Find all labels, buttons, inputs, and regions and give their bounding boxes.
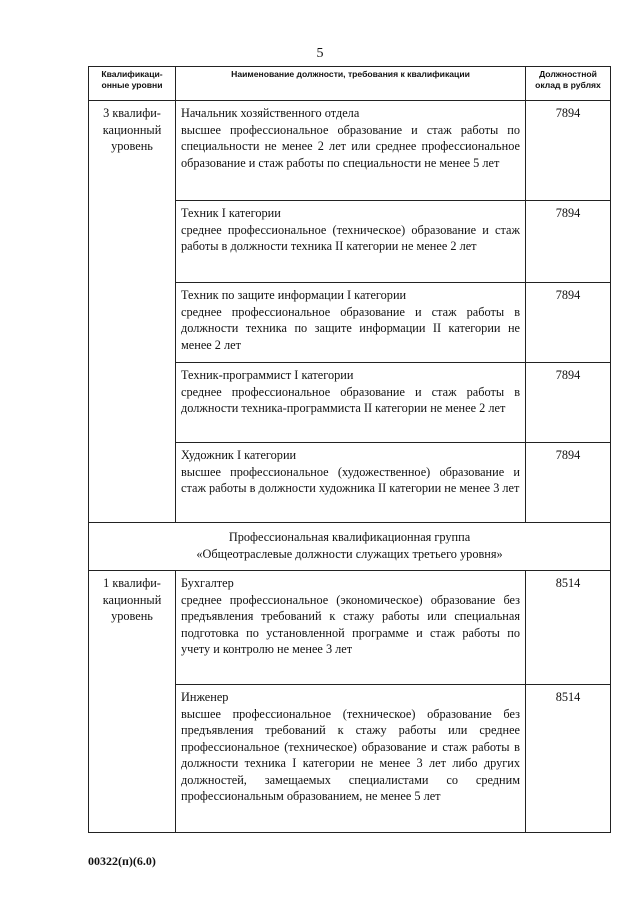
- professional-group-title: [89, 523, 611, 571]
- group-title-line2: «Общеотраслевые должности служащих третьего уровня»: [196, 547, 503, 561]
- position-requirements: высшее профессиональное (техническое) образование без предъявления требований к стажу работы или среднее профессиональное (техническое) образование и стаж работы в должности техника I категории не менее 3 лет либо других должностей, замещаемых специалистами со средним профессиональным образованием, не менее 5 лет: [181, 706, 520, 803]
- table-row: [89, 571, 611, 685]
- header-position: Наименование должности, требования к квалификации: [176, 67, 526, 101]
- position-cell: [176, 363, 526, 443]
- qualification-level: 1 квалифи-кационный уровень: [89, 571, 176, 833]
- position-title: Художник I категории: [181, 448, 297, 462]
- qualification-level: 3 квалифи-кационный уровень: [89, 101, 176, 523]
- position-title: Инженер: [181, 690, 229, 704]
- salary-value: 8514: [526, 571, 611, 685]
- salary-value: 7894: [526, 283, 611, 363]
- position-cell: [176, 101, 526, 201]
- position-requirements: среднее профессиональное (экономическое) образование без предъявления требований к стажу работы или специальная подготовка по установленной программе и стаж работы по учету и контролю не менее 3 лет: [181, 592, 520, 656]
- position-cell: [176, 443, 526, 523]
- position-requirements: среднее профессиональное образование и стаж работы в должности техника-программиста II категории не менее 2 лет: [181, 384, 520, 415]
- position-requirements: высшее профессиональное (художественное) образование и стаж работы в должности художника II категории не менее 3 лет: [181, 464, 520, 495]
- position-title: Техник I категории: [181, 206, 281, 220]
- qualification-table: [88, 66, 611, 833]
- salary-value: 8514: [526, 685, 611, 833]
- position-cell: [176, 283, 526, 363]
- group-header-row: [89, 523, 611, 571]
- table-header-row: [89, 67, 611, 101]
- position-title: Бухгалтер: [181, 576, 234, 590]
- group-title-line1: Профессиональная квалификационная группа: [228, 530, 471, 544]
- position-title: Техник по защите информации I категории: [181, 288, 407, 302]
- position-cell: [176, 571, 526, 685]
- salary-value: 7894: [526, 363, 611, 443]
- header-level: Квалификаци-онные уровни: [89, 67, 176, 101]
- page-number: 5: [316, 46, 324, 61]
- position-requirements: высшее профессиональное образование и стаж работы по специальности не менее 2 лет или среднее профессиональное образование и стаж работы по специальности не менее 5 лет: [181, 122, 520, 170]
- table-row: [89, 101, 611, 201]
- position-requirements: среднее профессиональное образование и стаж работы в должности техника по защите информации II категории не менее 2 лет: [181, 304, 520, 352]
- position-title: Начальник хозяйственного отдела: [181, 106, 360, 120]
- salary-value: 7894: [526, 101, 611, 201]
- header-salary: Должностной оклад в рублях: [526, 67, 611, 101]
- position-requirements: среднее профессиональное (техническое) образование и стаж работы в должности техника II категории не менее 2 лет: [181, 222, 520, 253]
- salary-value: 7894: [526, 443, 611, 523]
- document-code: 00322(п)(6.0): [88, 854, 156, 868]
- position-cell: [176, 685, 526, 833]
- salary-value: 7894: [526, 201, 611, 283]
- position-cell: [176, 201, 526, 283]
- position-title: Техник-программист I категории: [181, 368, 354, 382]
